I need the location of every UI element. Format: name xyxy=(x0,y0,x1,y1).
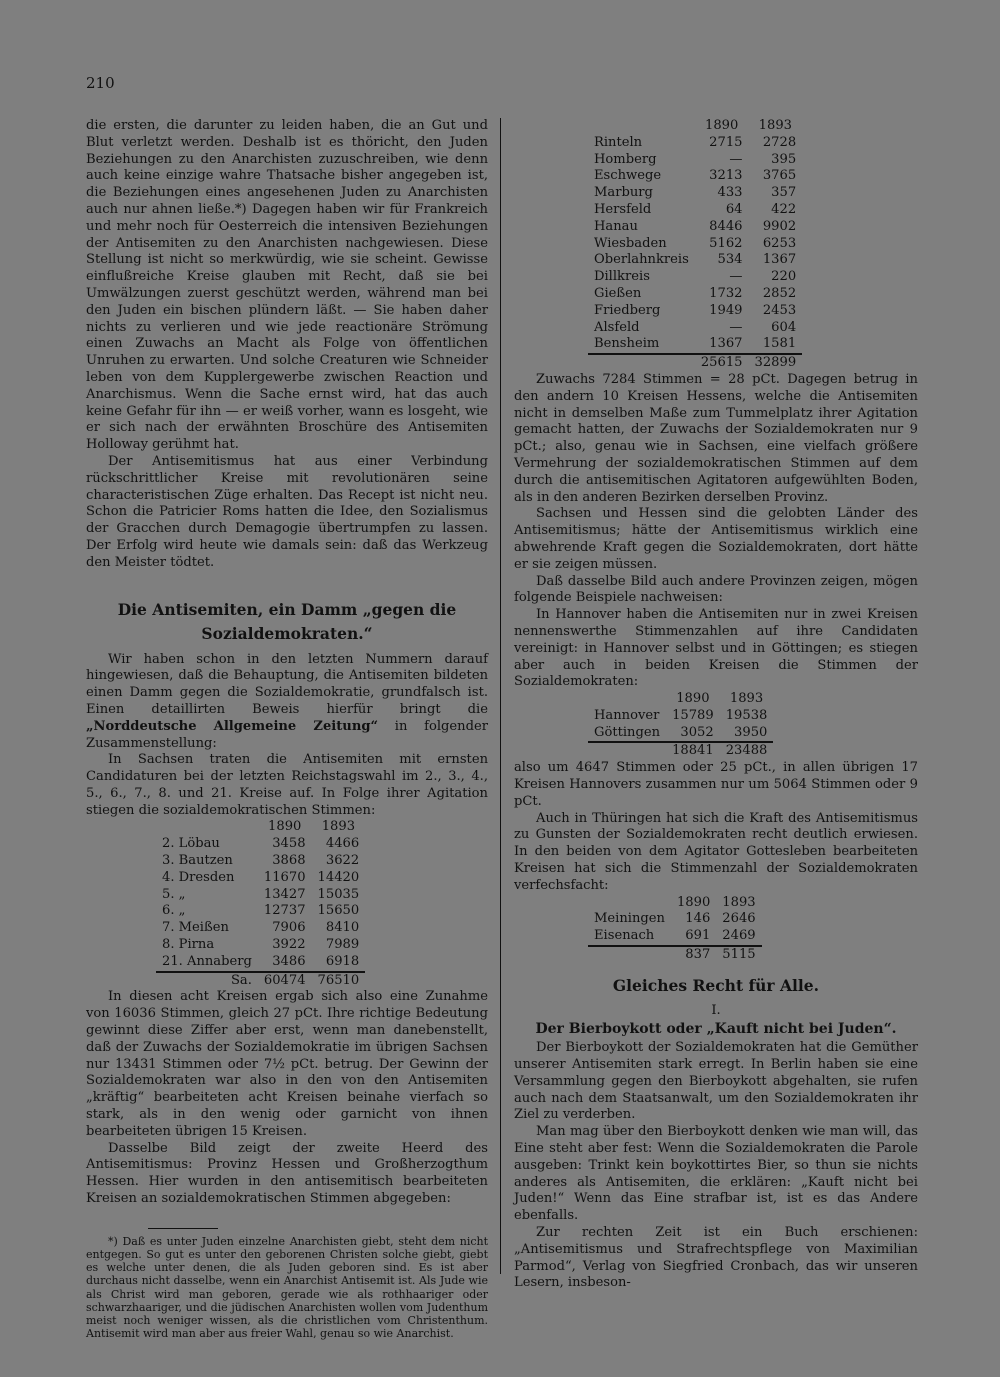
left-column xyxy=(86,118,488,1340)
left-paragraph-6: Dasselbe Bild zeigt der zweite Heerd des Antisemitismus: Provinz Hessen und Großherzogthum Hessen. Hier wurden in den antisemitisch bearbeiteten Kreisen an sozialdemokratischen Stimmen abgegeben: xyxy=(86,1140,488,1207)
right-paragraph-3: Daß dasselbe Bild auch andere Provinzen zeigen, mögen folgende Beispiele nachweisen: xyxy=(514,573,918,606)
left-paragraph-1: die ersten, die darunter zu leiden haben, die an Gut und Blut verletzt werden. Deshalb ist es thöricht, den Juden Beziehungen zu den Anarchisten zuzuschreiben, wie denn auch keine einzige wahre Thatsache bisher angegeben ist, die Beziehungen eines angesehenen Juden zu Anarchisten auch nur ahnen ließe.*) Dagegen haben wir für Frankreich und mehr noch für Oesterreich die intensiven Beziehungen der Antisemiten zu den Anarchisten nachgewiesen. Diese Stellung ist nicht so merkwürdig, wie sie scheint. Gewisse einflußreiche Kreise glauben mit Recht, daß sie bei Umwälzungen zuerst geschützt werden, während man bei den Juden ein bischen plündern läßt. — Sie haben daher nichts zu verlieren und wie jede reactionäre Strömung einen Zuwachs an Macht als Folge von öffentlichen Unruhen zu erwarten. Und solche Creaturen wie Schneider leben von dem Kupplergewerbe zwischen Reaction und Anarchismus. Wenn die Sache ernst wird, hat das auch keine Gefahr für ihn — er weiß vorher, wann es losgeht, wie er sich nach der erwähnten Broschüre des Antisemiten Holloway gerühmt hat. xyxy=(86,118,488,453)
table-sum-row: 837 5115 xyxy=(588,946,762,964)
table-hannover xyxy=(588,691,773,760)
table-saxony xyxy=(156,819,365,989)
table-row: Eisenach 691 2469 xyxy=(594,928,756,944)
table-header: 1890 xyxy=(676,894,711,910)
right-paragraph-5: also um 4647 Stimmen oder 25 pCt., in allen übrigen 17 Kreisen Hannovers zusammen nur um 5064 Stimmen oder 9 pCt. xyxy=(514,760,918,809)
table-row: Eschwege 3213 3765 xyxy=(594,168,797,184)
table-header: 1890 xyxy=(268,819,302,835)
table-row: Marburg 433 357 xyxy=(594,185,797,201)
footnote-rule xyxy=(148,1228,218,1229)
p3-end: in folgender Zusammenstellung: xyxy=(86,718,488,751)
newspaper-title: „Norddeutsche Allgemeine Zeitung“ xyxy=(86,718,379,734)
table-row: Bensheim 1367 1581 xyxy=(594,336,797,352)
right-paragraph-1: Zuwachs 7284 Stimmen = 28 pCt. Dagegen betrug in den andern 10 Kreisen Hessens, welche die Antisemiten nicht in demselben Maße zum Tummelplatz ihrer Agitation gemacht hatten, der Zuwachs der Sozialdemokraten nur 9 pCt.; also, genau wie in Sachsen, eine vielfach größere Vermehrung der sozialdemokratischen Stimmen auf dem durch die antisemitischen Agitatoren aufgewühlten Boden, als in den anderen Bezirken derselben Provinz. xyxy=(514,371,918,505)
table-row: 2. Löbau 3458 4466 xyxy=(162,836,360,852)
right-paragraph-2: Sachsen und Hessen sind die gelobten Länder des Antisemitismus; hätte der Antisemitismus wirklich eine abwehrende Kraft gegen die Sozialdemokraten, dort hätte er sie zeigen müssen. xyxy=(514,506,918,572)
table-header: 1890 xyxy=(705,118,739,133)
table-row: Hersfeld 64 422 xyxy=(594,201,797,217)
right-paragraph-8: Man mag über den Bierboykott denken wie man will, das Eine steht aber fest: Wenn die Sozialdemokraten die Parole ausgeben: Trinkt kein boykottirtes Bier, so thun sie nichts anderes als Antisemiten, die erklären: „Kauft nicht bei Juden!“ Wenn das Eine strafbar ist, ist es das Andere ebenfalls. xyxy=(514,1124,918,1224)
table-sum-row: 25615 32899 xyxy=(588,354,802,372)
table-row: Alsfeld — 604 xyxy=(594,319,797,335)
table-row: Göttingen 3052 3950 xyxy=(594,724,768,740)
page-number: 210 xyxy=(86,74,115,92)
left-paragraph-4: In Sachsen traten die Antisemiten mit ernsten Candidaturen bei der letzten Reichstagswahl im 2., 3., 4., 5., 6., 7., 8. und 21. Kreise auf. In Folge ihrer Agitation stiegen die sozialdemokratischen Stimmen: xyxy=(86,752,488,818)
column-divider xyxy=(500,118,501,1274)
table-header: 1893 xyxy=(321,819,356,835)
article-heading-gleiches-recht: Gleiches Recht für Alle. xyxy=(612,975,820,995)
section-heading-bierboykott: Der Bierboykott oder „Kauft nicht bei Juden“. xyxy=(535,1021,897,1038)
table-row: Oberlahnkreis 534 1367 xyxy=(594,252,797,268)
left-paragraph-2: Der Antisemitismus hat aus einer Verbindung rückschrittlicher Kreise mit revolutionären seine characteristischen Züge erhalten. Das Recept ist nicht neu. Schon die Patricier Roms hatten die Idee, den Sozialismus der Gracchen durch Demagogie übertrumpfen zu lassen. Der Erfolg wird heute wie damals sein: daß das Werkzeug den Meister tödtet. xyxy=(86,453,488,570)
table-row: Hanau 8446 9902 xyxy=(594,218,797,234)
left-paragraph-5: In diesen acht Kreisen ergab sich also eine Zunahme von 16036 Stimmen, gleich 27 pCt. Ihre richtige Bedeutung gewinnt diese Ziffer aber erst, wenn man danebenstellt, daß der Zuwachs der Sozialdemokratie im übrigen Sachsen nur 13431 Stimmen oder 7½ pCt. betrug. Der Gewinn der Sozialdemokraten war also in den von den Antisemiten „kräftig“ bearbeiteten acht Kreisen beinahe vierfach so stark, als in den wenig oder garnicht von ihnen bearbeiteten übrigen 15 Kreisen. xyxy=(86,989,488,1139)
table-row: 7. Meißen 7906 8410 xyxy=(162,920,360,936)
table-row: 8. Pirna 3922 7989 xyxy=(162,937,360,953)
table-sum-row: Sa. 60474 76510 xyxy=(156,972,365,990)
table-row: Wiesbaden 5162 6253 xyxy=(594,235,797,251)
article-heading-antisemiten: Die Antisemiten, ein Damm „gegen die Sozialdemokraten.“ xyxy=(117,599,457,643)
table-row: Meiningen 146 2646 xyxy=(594,911,756,927)
table-sum-row: 18841 23488 xyxy=(588,742,773,760)
left-paragraph-3 xyxy=(86,652,488,753)
table-header: 1893 xyxy=(722,894,756,910)
right-paragraph-4: In Hannover haben die Antisemiten nur in zwei Kreisen nennenswerthe Stimmenzahlen auf ihre Candidaten vereinigt: in Hannover selbst und in Göttingen; es stiegen aber auch in beiden Kreisen die Stimmen der Sozialdemokraten: xyxy=(514,607,918,690)
right-paragraph-9: Zur rechten Zeit ist ein Buch erschienen: „Antisemitismus und Strafrechtspflege von Maximilian Parmod“, Verlag von Siegfried Cronbach, das wir unseren Lesern, insbeson- xyxy=(514,1225,918,1291)
table-header: 1893 xyxy=(729,691,764,707)
table-row: Hannover 15789 19538 xyxy=(594,707,768,723)
table-row: 3. Bautzen 3868 3622 xyxy=(162,853,360,869)
footnote: *) Daß es unter Juden einzelne Anarchisten giebt, steht dem nicht entgegen. So gut es unter den geborenen Christen solche giebt, giebt es welche unter denen, die als Juden geboren sind. Es ist aber durchaus nicht dasselbe, wenn ein Anarchist Antisemit ist. Als Jude wie als Christ wird man geboren, gerade wie als rothhaariger oder schwarzhaariger, und die jüdischen Anarchisten wollen vom Judenthum meist noch weniger wissen, als die christlichen vom Christenthum. Antisemit wird man aber aus freier Wahl, genau so wie Anarchist. xyxy=(86,1234,488,1341)
table-row: Gießen 1732 2852 xyxy=(594,285,797,301)
table-row: 21. Annaberg 3486 6918 xyxy=(162,953,360,969)
table-header: 1893 xyxy=(758,118,792,133)
table-row: Friedberg 1949 2453 xyxy=(594,302,797,318)
table-header: 1890 xyxy=(676,691,710,707)
table-thuringia xyxy=(588,895,762,964)
right-paragraph-7: Der Bierboykott der Sozialdemokraten hat die Gemüther unserer Antisemiten stark erregt. In Berlin haben sie eine Versammlung gegen den Bierboykott abgehalten, sie rufen auch nach dem Staatsanwalt, um den Sozialdemokraten ihr Ziel zu verderben. xyxy=(514,1040,918,1123)
table-row: 4. Dresden 11670 14420 xyxy=(162,869,360,885)
right-paragraph-6: Auch in Thüringen hat sich die Kraft des Antisemitismus zu Gunsten der Sozialdemokraten recht deutlich erwiesen. In den beiden von dem Agitator Gottesleben bearbeiteten Kreisen hat sich die Stimmenzahl der Sozialdemokraten verfechsfacht: xyxy=(514,810,918,893)
table-row: Rinteln 2715 2728 xyxy=(594,134,797,150)
table-row: Dillkreis — 220 xyxy=(594,269,797,285)
table-hessen xyxy=(588,118,802,372)
table-row: 5. „ 13427 15035 xyxy=(162,886,360,902)
p3-text: Wir haben schon in den letzten Nummern darauf hingewiesen, daß die Behauptung, die Antisemiten bildeten einen Damm gegen die Sozialdemokratie, grundfalsch ist. Einen detaillirten Beweis hierfür bringt die xyxy=(86,651,488,717)
table-row: 6. „ 12737 15650 xyxy=(162,903,360,919)
section-number: I. xyxy=(711,1002,721,1018)
right-column xyxy=(514,118,918,1292)
table-row: Homberg — 395 xyxy=(594,151,797,167)
